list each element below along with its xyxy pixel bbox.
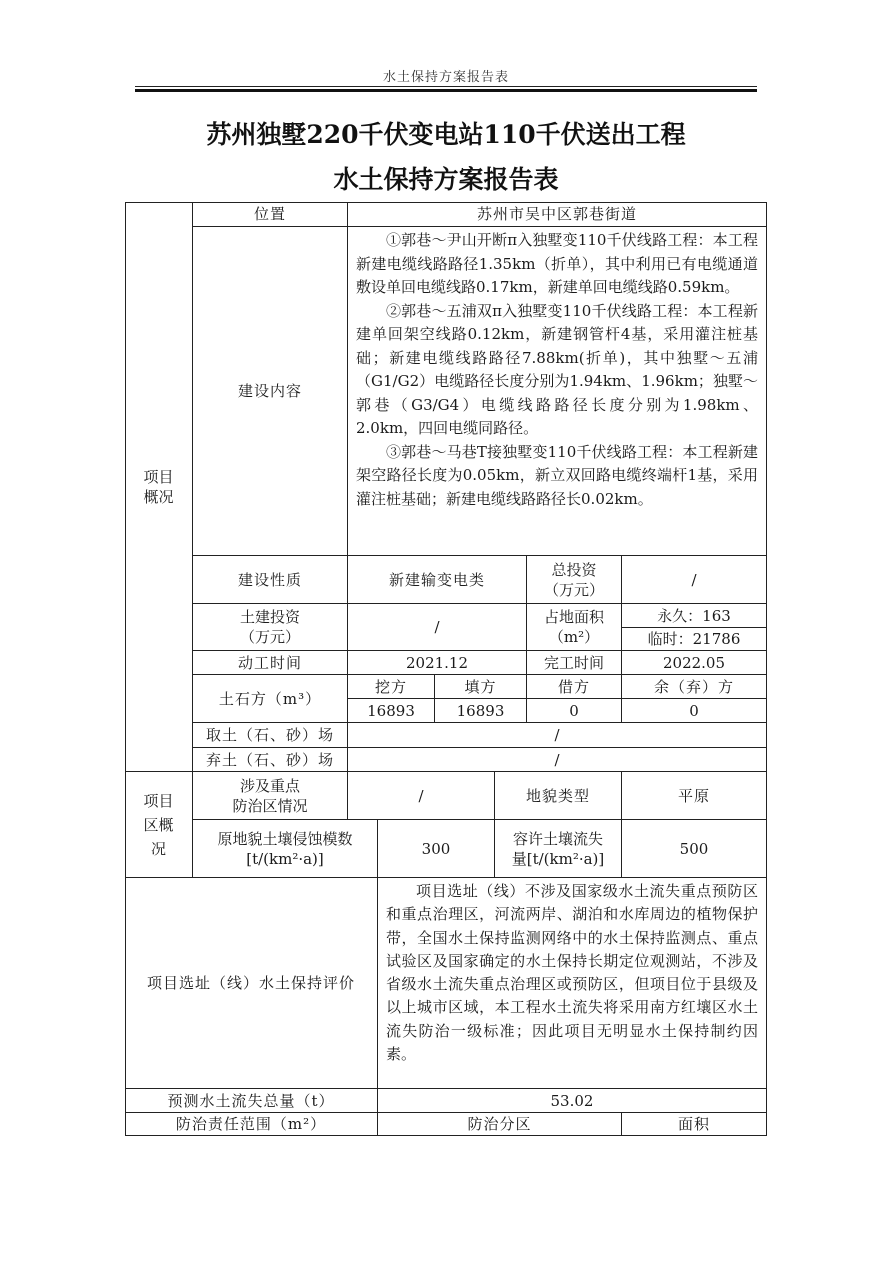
nature-value: 新建输变电类 — [348, 556, 527, 604]
area-permanent: 永久：163 — [622, 604, 767, 628]
earthwork-value-fill: 16893 — [435, 699, 527, 723]
key-zone-label: 涉及重点 防治区情况 — [193, 772, 348, 820]
prediction-label: 预测水土流失总量（t） — [125, 1089, 378, 1113]
area-label: 占地面积 （m²） — [527, 604, 622, 651]
evaluation-text: 项目选址（线）不涉及国家级水土流失重点预防区和重点治理区，河流两岸、湖泊和水库周边的植物保护带，全国水土保持监测网络中的水土保持监测点、重点试验区及国家确定的水土保持长期定位观测站，不涉及省级水土流失重点治理区或预防区，但项目位于县级及以上城市区域，本工程水土流失将采用南方红壤区水土流失防治一级标准；因此项目无明显水土保持制约因素。 — [386, 882, 758, 1064]
earthwork-value-spoil: 0 — [622, 699, 767, 723]
landform-label: 地貌类型 — [495, 772, 622, 820]
evaluation-label: 项目选址（线）水土保持评价 — [125, 878, 378, 1089]
earthwork-header-borrow: 借方 — [527, 675, 622, 699]
start-time-label: 动工时间 — [193, 651, 348, 675]
report-table — [125, 202, 767, 1136]
area-temporary: 临时：21786 — [622, 628, 767, 651]
earthwork-header-fill: 填方 — [435, 675, 527, 699]
section-label-region: 项目 区概 况 — [125, 772, 193, 878]
evaluation-description — [378, 878, 767, 1089]
earthwork-header-cut: 挖方 — [348, 675, 435, 699]
earthwork-label: 土石方（m³） — [193, 675, 348, 723]
spoil-site-value: / — [348, 748, 767, 772]
erosion-modulus-value: 300 — [378, 820, 495, 878]
responsibility-label: 防治责任范围（m²） — [125, 1113, 378, 1136]
end-time-value: 2022.05 — [622, 651, 767, 675]
total-invest-value: / — [622, 556, 767, 604]
key-zone-value: / — [348, 772, 495, 820]
header-rule-thin — [135, 86, 757, 87]
spoil-site-label: 弃土（石、砂）场 — [193, 748, 348, 772]
location-label: 位置 — [193, 202, 348, 227]
civil-invest-value: / — [348, 604, 527, 651]
responsibility-area-header: 面积 — [622, 1113, 767, 1136]
content-description — [348, 227, 767, 556]
allowed-loss-label: 容许土壤流失 量[t/(km²·a)] — [495, 820, 622, 878]
content-paragraph-2: ②郭巷～五浦双π入独墅变110千伏线路工程：本工程新建单回架空线路0.12km，新建钢管杆4基，采用灌注桩基础；新建电缆线路路径7.88km(折单)，其中独墅～五浦（G1/G2）电缆路径长度分别为1.94km、1.96km；独墅～郭巷（G3/G4）电缆线路路径长度分别为1.98km、2.0km，四回电缆同路径。 — [356, 301, 758, 437]
erosion-modulus-label: 原地貌土壤侵蚀模数 [t/(km²·a)] — [193, 820, 378, 878]
prediction-value: 53.02 — [378, 1089, 767, 1113]
nature-label: 建设性质 — [193, 556, 348, 604]
header-rule-thick — [135, 89, 757, 92]
end-time-label: 完工时间 — [527, 651, 622, 675]
section-label-overview: 项目 概况 — [125, 202, 193, 772]
landform-value: 平原 — [622, 772, 767, 820]
responsibility-zone-header: 防治分区 — [378, 1113, 622, 1136]
location-value: 苏州市吴中区郭巷街道 — [348, 202, 767, 227]
borrow-site-label: 取土（石、砂）场 — [193, 723, 348, 748]
earthwork-header-spoil: 余（弃）方 — [622, 675, 767, 699]
borrow-site-value: / — [348, 723, 767, 748]
content-label: 建设内容 — [193, 227, 348, 556]
content-paragraph-3: ③郭巷～马巷T接独墅变110千伏线路工程：本工程新建架空路径长度为0.05km，新立双回路电缆终端杆1基，采用灌注桩基础；新建电缆线路路径长0.02km。 — [356, 442, 758, 508]
civil-invest-label: 土建投资 （万元） — [193, 604, 348, 651]
start-time-value: 2021.12 — [348, 651, 527, 675]
content-paragraph-1: ①郭巷～尹山开断π入独墅变110千伏线路工程：本工程新建电缆线路路径1.35km（折单），其中利用已有电缆通道敷设单回电缆线路0.17km，新建单回电缆线路0.59km。 — [356, 231, 758, 296]
running-header: 水土保持方案报告表 — [382, 70, 509, 85]
document-title-line2: 水土保持方案报告表 — [333, 165, 559, 194]
total-invest-label: 总投资 （万元） — [527, 556, 622, 604]
earthwork-value-borrow: 0 — [527, 699, 622, 723]
earthwork-value-cut: 16893 — [348, 699, 435, 723]
allowed-loss-value: 500 — [622, 820, 767, 878]
document-title-line1: 苏州独墅220千伏变电站110千伏送出工程 — [206, 120, 686, 149]
